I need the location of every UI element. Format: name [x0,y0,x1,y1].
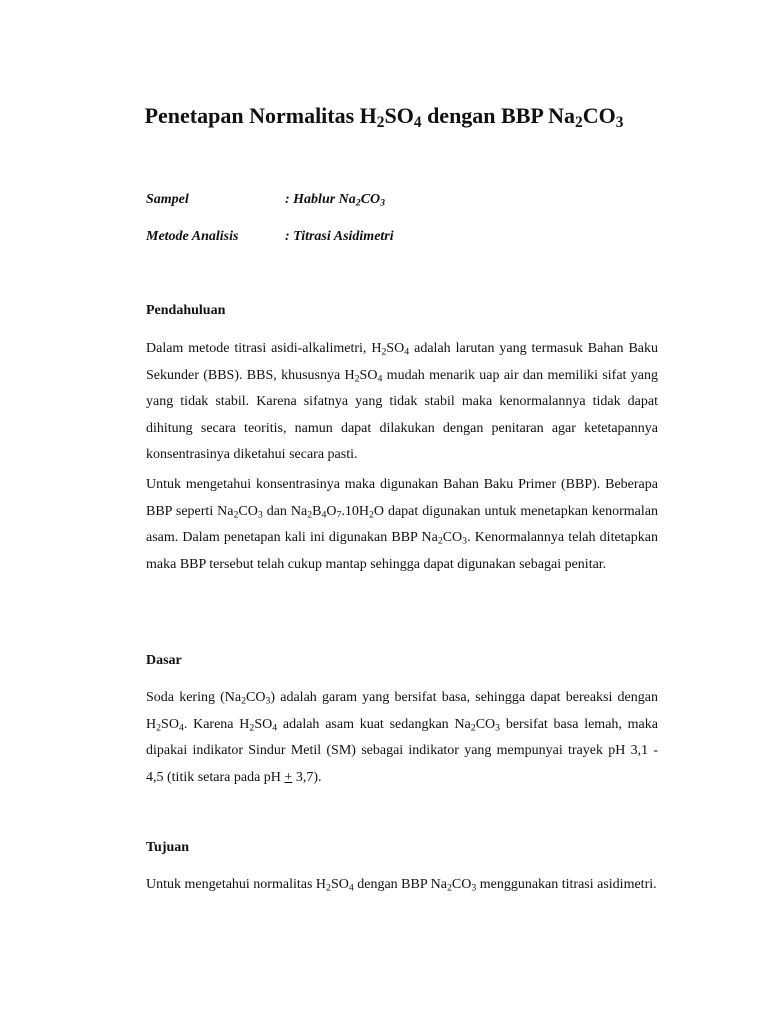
sample-label: Sampel [146,192,189,207]
section-heading-tujuan: Tujuan [146,840,190,855]
pendahuluan-paragraph-1: Dalam metode titrasi asidi-alkalimetri, $H_2SO_4$ adalah larutan yang termasuk Bahan Baku Sekunder (BBS). BBS, khususnya $H_2SO_4$ mudah menarik uap air dan memiliki sifat yang yang tidak stabil. Karena sifatnya yang tidak stabil maka kenormalannya tidak dapat dihitung secara teoritis, namun dapat dilakukan dengan penitaran agar ketetapannya konsentrasinya diketahui secara pasti. [146,341,659,463]
sample-value: : Hablur $Na_2CO_3$ [285,192,386,209]
document-title: Penetapan Normalitas $H_2SO_4$ dengan BBP $Na_2CO_3$ [144,103,624,131]
sample-row [146,192,666,208]
method-value: : Titrasi Asidimetri [285,229,394,244]
tujuan-paragraph: Untuk mengetahui normalitas $H_2SO_4$ dengan BBP $Na_2CO_3$ menggunakan titrasi asidimetri. [146,877,657,894]
dasar-paragraph: Soda kering $(Na_2CO_3)$ adalah garam yang bersifat basa, sehingga dapat bereaksi dengan $H_2SO_4$. Karena $H_2SO_4$ adalah asam kuat sedangkan $Na_2CO_3$ bersifat basa lemah, maka dipakai indikator Sindur Metil (SM) sebagai indikator yang mempunyai trayek pH 3,1 - 4,5 (titik setara pada pH + 3,7). [146,690,658,785]
method-label: Metode Analisis [146,229,239,244]
section-heading-dasar: Dasar [146,653,182,668]
pendahuluan-paragraph-2: Untuk mengetahui konsentrasinya maka digunakan Bahan Baku Primer (BBP). Beberapa BBP seperti $Na_2CO_3$ dan $Na_2B_4O_7.10H_2O$ dapat digunakan untuk menetapkan kenormalan asam. Dalam penetapan kali ini digunakan BBP $Na_2CO_3$. Kenormalannya telah ditetapkan maka BBP tersebut telah cukup mantap sehingga dapat digunakan sebagai penitar. [146,477,658,572]
method-row [146,229,666,245]
section-heading-pendahuluan: Pendahuluan [146,303,226,318]
plus-minus-symbol: + [284,769,293,785]
